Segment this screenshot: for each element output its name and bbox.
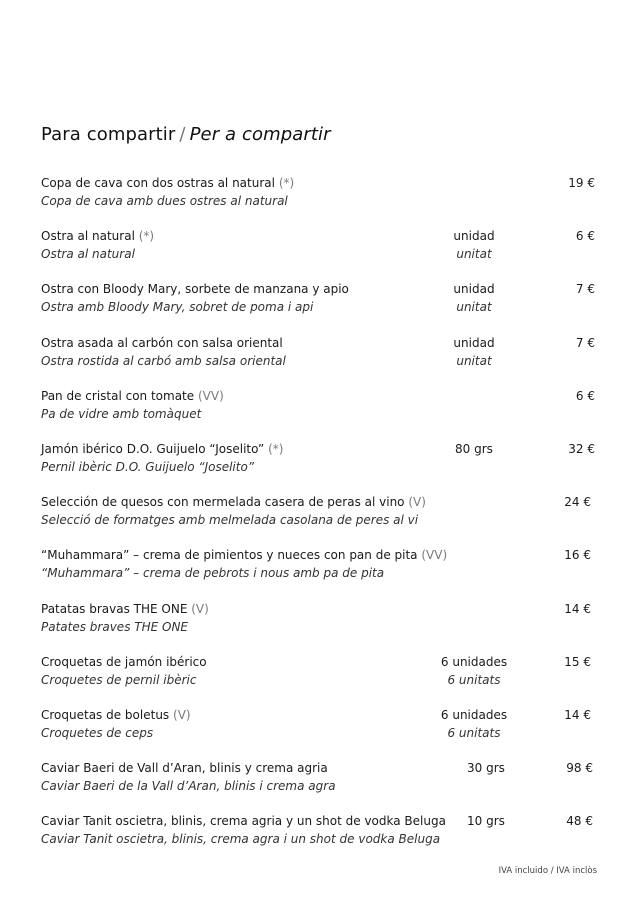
item-name-es: Patatas bravas THE ONE <box>41 601 188 616</box>
item-price: 14 € <box>564 707 591 722</box>
item-qty-es: 80 grs <box>455 441 493 456</box>
item-price: 19 € <box>568 176 595 190</box>
item-name-es: Pan de cristal con tomate <box>41 388 195 403</box>
item-name-es: Ostra con Bloody Mary, sorbete de manzana y apio <box>41 282 349 297</box>
menu-item <box>41 334 597 387</box>
title-separator: / <box>179 124 186 145</box>
item-name-es: Caviar Tanit oscietra, blinis, crema agria y un shot de vodka Beluga <box>41 814 446 829</box>
menu-item <box>41 546 597 599</box>
item-price: 24 € <box>564 495 591 510</box>
item-price: 15 € <box>564 654 591 669</box>
item-name-ca: Ostra amb Bloody Mary, sobret de poma i api <box>41 300 314 315</box>
item-qty-es: unidad <box>453 335 495 350</box>
item-quantity <box>419 334 529 370</box>
item-name-es: Ostra asada al carbón con salsa oriental <box>41 335 283 350</box>
menu-item <box>41 706 597 759</box>
item-name-ca: Pa de vidre amb tomàquet <box>41 406 202 421</box>
menu-item <box>41 493 597 546</box>
item-name-ca: Caviar Baeri de la Vall d’Aran, blinis i crema agra <box>41 779 336 794</box>
menu-item <box>41 440 597 493</box>
item-tag: (*) <box>138 229 155 244</box>
item-qty-es: unidad <box>453 229 495 244</box>
item-qty-ca: unitat <box>456 353 492 368</box>
item-tag: (VV) <box>421 548 448 563</box>
item-name-ca: “Muhammara” – crema de pebrots i nous amb pa de pita <box>41 566 385 581</box>
item-price: 7 € <box>575 335 595 350</box>
item-name-ca: Copa de cava amb dues ostres al natural <box>41 194 288 208</box>
item-name-es: Croquetas de jamón ibérico <box>41 654 207 669</box>
item-name-ca: Caviar Tanit oscietra, blinis, crema agra i un shot de vodka Beluga <box>41 832 441 847</box>
item-name-ca: Ostra al natural <box>41 247 135 262</box>
section-title-ca: Per a compartir <box>189 124 331 145</box>
item-name-es: Caviar Baeri de Vall d’Aran, blinis y crema agria <box>41 761 328 776</box>
item-qty-ca: unitat <box>456 300 492 315</box>
item-price: 32 € <box>568 441 595 456</box>
menu-item <box>41 600 597 653</box>
tax-note: IVA incluido / IVA inclòs <box>498 866 597 876</box>
item-tag: (V) <box>408 495 426 510</box>
item-name-ca: Selecció de formatges amb melmelada casolana de peres al vi <box>41 513 419 528</box>
item-price: 7 € <box>575 282 595 297</box>
menu-item <box>41 653 597 706</box>
item-quantity <box>419 227 529 263</box>
item-price: 14 € <box>564 601 591 616</box>
item-name-es: Jamón ibérico D.O. Guijuelo “Joselito” <box>41 441 265 456</box>
item-quantity <box>419 440 529 458</box>
item-name-es: Croquetas de boletus <box>41 707 170 722</box>
item-qty-es: unidad <box>453 282 495 297</box>
item-tag: (VV) <box>197 388 224 403</box>
item-name-ca: Croquetes de ceps <box>41 725 154 740</box>
item-quantity <box>431 812 541 830</box>
item-name-es: Selección de quesos con mermelada casera de peras al vino <box>41 495 405 510</box>
item-quantity <box>419 280 529 316</box>
item-name-ca: Croquetes de pernil ibèric <box>41 672 197 687</box>
item-price: 98 € <box>566 761 593 776</box>
item-name-ca: Patates braves THE ONE <box>41 619 189 634</box>
item-quantity <box>419 706 529 742</box>
menu-item <box>41 387 597 440</box>
item-price: 16 € <box>564 548 591 563</box>
item-qty-es: 6 unidades <box>440 707 508 722</box>
item-qty-es: 6 unidades <box>440 654 508 669</box>
item-price: 6 € <box>575 229 595 244</box>
menu-item <box>41 759 597 812</box>
item-qty-es: 30 grs <box>467 761 505 776</box>
item-name-ca: Ostra rostida al carbó amb salsa oriental <box>41 353 286 368</box>
item-qty-ca: unitat <box>456 247 492 262</box>
menu-item <box>41 174 597 227</box>
section-title-es: Para compartir <box>41 124 176 145</box>
item-tag: (V) <box>191 601 209 616</box>
item-tag: (*) <box>268 441 284 456</box>
item-qty-es: 10 grs <box>467 814 505 829</box>
menu-item <box>41 812 597 865</box>
menu-item-list <box>41 174 597 865</box>
item-name-es: Copa de cava con dos ostras al natural <box>41 176 275 190</box>
item-price: 6 € <box>575 388 595 403</box>
item-name-es: Ostra al natural <box>41 229 135 244</box>
section-title <box>41 124 331 145</box>
item-quantity <box>419 653 529 689</box>
item-price: 48 € <box>566 814 593 829</box>
item-name-es: “Muhammara” – crema de pimientos y nueces con pan de pita <box>41 548 418 563</box>
item-qty-ca: 6 unitats <box>447 672 501 687</box>
menu-item <box>41 280 597 333</box>
item-tag: (V) <box>173 707 191 722</box>
menu-item <box>41 227 597 280</box>
item-quantity <box>431 759 541 777</box>
item-tag: (*) <box>278 176 295 190</box>
item-name-ca: Pernil ibèric D.O. Guijuelo “Joselito” <box>41 459 255 474</box>
item-qty-ca: 6 unitats <box>447 725 501 740</box>
